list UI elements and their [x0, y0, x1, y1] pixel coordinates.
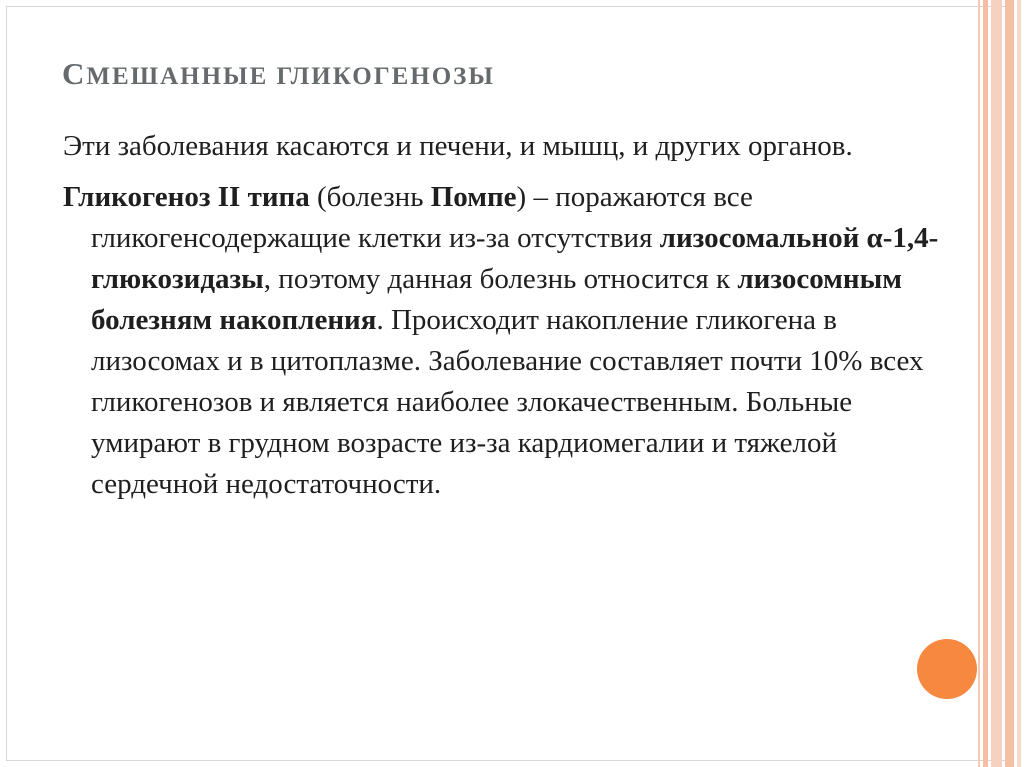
stripe: [1017, 0, 1021, 767]
stripe: [991, 0, 1002, 767]
text-segment: . Происходит накопление гликогена в лизосомах и в цитоплазме. Заболевание составляет почти 10% всех гликогенозов и является наиболее злокачественным. Больные умирают в грудном возрасте из-за кардиомегалии и тяжелой сердечной недостаточности.: [91, 304, 924, 500]
slide-body: [63, 126, 943, 505]
paragraph-pompe: [63, 177, 943, 505]
term-glycogenosis-type-2: Гликогеноз II типа: [63, 181, 310, 213]
term-lysosomal-storage-diseases: лизосомным болезням накопления: [91, 263, 902, 336]
text-segment: (болезнь: [309, 181, 431, 213]
term-lysosomal-glucosidase: лизосомальной α-1,4-глюкозидазы: [91, 222, 939, 295]
stripe: [978, 0, 980, 767]
text-segment: , поэтому данная болезнь относится к: [263, 263, 738, 295]
stripe: [1005, 0, 1014, 767]
orange-circle-decoration: [917, 639, 977, 699]
text-segment: ) – поражаются все гликогенсодержащие клетки из-за отсутствия: [91, 181, 753, 254]
paragraph-intro: Эти заболевания касаются и печени, и мышц, и других органов.: [63, 130, 853, 162]
title-rest: МЕШАННЫЕ ГЛИКОГЕНОЗЫ: [86, 63, 495, 90]
title-initial: С: [62, 56, 87, 91]
slide-title: [62, 56, 495, 92]
decorative-side-stripes: [976, 0, 1024, 767]
stripe: [983, 0, 988, 767]
term-pompe: Помпе: [430, 181, 517, 213]
